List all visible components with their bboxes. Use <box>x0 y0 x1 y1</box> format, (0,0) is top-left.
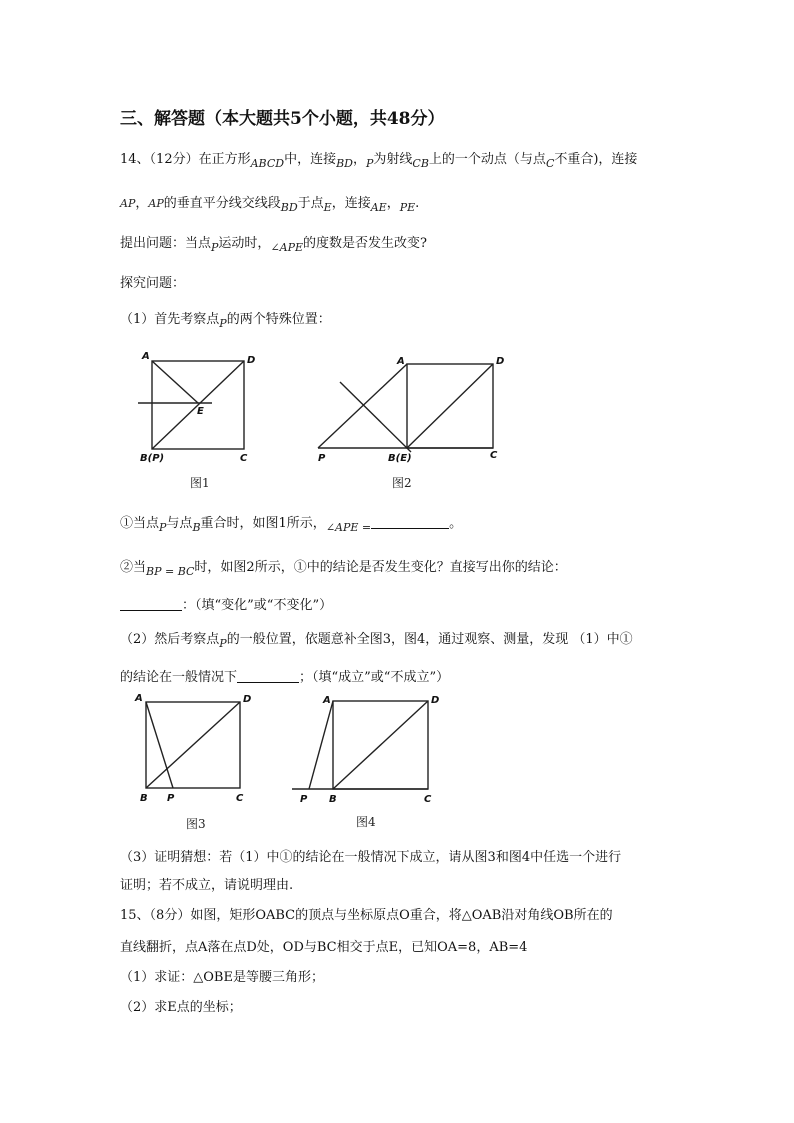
q14-l8-text: ：（填“变化”或“不变化”） <box>182 598 333 613</box>
q14-l1-C: C <box>545 157 555 170</box>
q14-l3-text-c: 的度数是否发生改变? <box>303 236 428 251</box>
figure-3 <box>134 693 251 831</box>
q14-l6-text-b: 与点 <box>166 516 193 531</box>
q14-l7-BPBC: BP = BC <box>146 565 195 578</box>
fig4-segment-ap <box>309 701 333 789</box>
q15-line-4: （2）求E点的坐标； <box>120 1000 242 1015</box>
figure-2 <box>318 356 504 490</box>
q14-l2-text-b: 的垂直平分线交线段 <box>163 196 281 211</box>
q14-l1-P: P <box>366 157 374 170</box>
q14-l5-P: P <box>219 317 227 330</box>
fig4-diagonal-bd <box>333 701 428 789</box>
q14-l1-text-b: 中，连接 <box>284 152 337 167</box>
q14-l6-APE: ∠APE = <box>325 521 372 534</box>
fig2-caption: 图2 <box>392 476 412 490</box>
q14-l6-text-d: 。 <box>449 516 463 531</box>
q14-l10-text-b: ；（填“成立”或“不成立”） <box>299 670 450 685</box>
q14-l2-BD: BD <box>280 201 298 214</box>
q14-line-12: 证明；若不成立，请说明理由. <box>120 878 294 893</box>
q14-line-8 <box>120 594 332 613</box>
q14-l6-P: P <box>159 521 167 534</box>
q14-l6-text-c: 重合时，如图1所示， <box>200 516 326 531</box>
fig3-label-c: C <box>236 793 244 804</box>
q14-l6-answer-blank[interactable] <box>371 516 449 529</box>
q14-l1-text-f: 不重合)，连接 <box>554 152 638 167</box>
fig1-label-d: D <box>247 355 256 366</box>
section-title: 三、解答题（本大题共5个小题，共48分） <box>120 109 445 129</box>
q14-l6-text-a: ①当点 <box>120 516 160 531</box>
q14-l10-answer-blank[interactable] <box>237 670 299 683</box>
fig4-label-c: C <box>424 794 432 805</box>
q14-l2-AP2: AP <box>148 197 164 210</box>
q14-l1-ABCD: ABCD <box>250 157 285 170</box>
fig4-label-b: B <box>329 794 337 805</box>
q14-l2-E: E <box>323 201 332 214</box>
figure-4 <box>292 695 439 829</box>
fig1-label-bp: B(P) <box>140 453 165 464</box>
q14-line-11: （3）证明猜想：若（1）中①的结论在一般情况下成立，请从图3和图4中任选一个进行 <box>120 850 622 865</box>
fig4-label-p: P <box>300 794 308 805</box>
q14-l2-text-c: 于点 <box>297 196 324 211</box>
q14-l2-PE: PE <box>399 201 416 214</box>
q14-l9-text-a: （2）然后考察点 <box>120 632 220 647</box>
fig3-label-b: B <box>140 793 148 804</box>
q14-l9-text-b: 的一般位置，依题意补全图3，图4，通过观察、测量，发现 （1）中① <box>226 632 633 647</box>
q14-l1-text-a: 14、（12分）在正方形 <box>120 152 251 167</box>
q14-l10-text-a: 的结论在一般情况下 <box>120 670 238 685</box>
q14-l2-text-f: . <box>415 196 420 211</box>
q14-l5-text-b: 的两个特殊位置： <box>226 312 331 327</box>
q14-l7-text-a: ②当 <box>120 560 147 575</box>
fig1-label-c: C <box>240 453 248 464</box>
q14-l2-text-a: ， <box>135 196 149 211</box>
fig2-label-be: B(E) <box>388 453 412 464</box>
q14-l3-text-a: 提出问题：当点 <box>120 236 212 251</box>
q14-l6-B: B <box>192 521 201 534</box>
q14-l5-text-a: （1）首先考察点 <box>120 312 220 327</box>
q14-l1-text-d: 为射线 <box>373 152 413 167</box>
fig4-label-a: A <box>323 695 331 706</box>
q14-l9-P: P <box>219 637 227 650</box>
fig2-label-d: D <box>496 356 505 367</box>
q14-l2-AP: AP <box>120 197 136 210</box>
fig2-label-c: C <box>490 450 498 461</box>
q15-line-3: （1）求证：△OBE是等腰三角形； <box>120 970 324 985</box>
fig1-label-a: A <box>142 351 150 362</box>
q14-l3-P: P <box>211 241 219 254</box>
q14-l1-BD: BD <box>336 157 353 170</box>
q14-l1-CB: CB <box>412 157 429 170</box>
fig1-caption: 图1 <box>190 476 210 490</box>
q14-l2-text-d: ，连接 <box>331 196 371 211</box>
q14-line-4: 探究问题： <box>120 276 186 291</box>
q14-l7-text-b: 时，如图2所示，①中的结论是否发生变化？直接写出你的结论： <box>194 560 567 575</box>
fig3-label-p: P <box>167 793 175 804</box>
q14-l2-text-e: ， <box>386 196 400 211</box>
fig2-label-p: P <box>318 453 326 464</box>
q14-line-9 <box>120 628 633 650</box>
q14-l2-AE: AE <box>370 201 387 214</box>
q14-line-7 <box>120 556 567 578</box>
q15-line-1: 15、（8分）如图，矩形OABC的顶点与坐标原点O重合，将△OAB沿对角线OB所在的 <box>120 908 613 923</box>
q14-l1-text-c: ， <box>352 152 366 167</box>
q14-line-6 <box>120 512 463 534</box>
fig3-label-d: D <box>243 694 252 705</box>
fig4-label-d: D <box>431 695 440 706</box>
q15-line-2: 直线翻折，点A落在点D处，OD与BC相交于点E，已知OA=8，AB=4 <box>120 940 528 955</box>
fig1-segment-ae <box>152 361 198 403</box>
figure-1 <box>138 351 255 490</box>
fig3-label-a: A <box>135 693 143 704</box>
fig1-label-e: E <box>197 406 204 417</box>
q14-l1-text-e: 上的一个动点（与点 <box>428 152 546 167</box>
q14-line-10 <box>120 666 449 685</box>
fig3-caption: 图3 <box>186 817 206 831</box>
fig2-label-a: A <box>397 356 405 367</box>
fig2-diagonal-bd <box>407 364 493 448</box>
q14-l8-answer-blank[interactable] <box>120 598 182 611</box>
q14-l3-text-b: 运动时， <box>218 236 271 251</box>
q14-l3-APE: ∠APE <box>270 241 304 254</box>
fig4-caption: 图4 <box>356 815 376 829</box>
